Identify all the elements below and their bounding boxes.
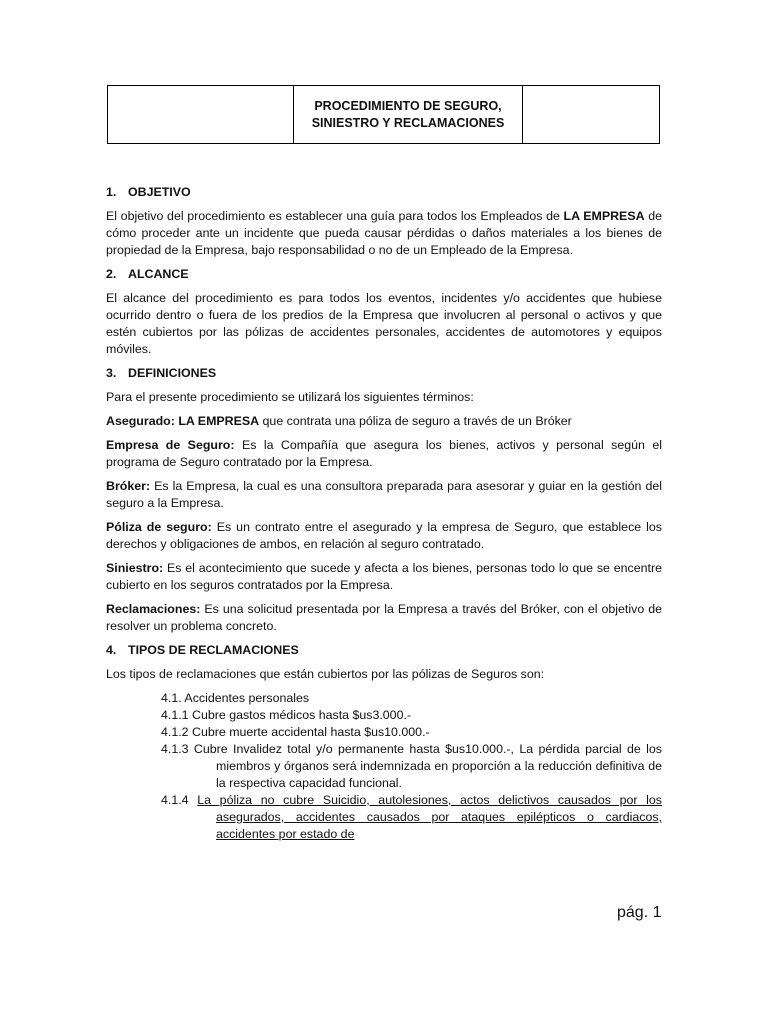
document-title-line-2: SINIESTRO Y RECLAMACIONES <box>311 115 505 130</box>
document-title <box>294 86 523 143</box>
subsection-accidentes-personales <box>161 690 662 843</box>
paragraph-tipos-intro: Los tipos de reclamaciones que están cubiertos por las pólizas de Seguros son: <box>106 667 545 681</box>
list-item: 4.1.2 Cubre muerte accidental hasta $us10.000.- <box>161 725 430 739</box>
section-heading-tipos: 4. TIPOS DE RECLAMACIONES <box>106 643 299 657</box>
definition-poliza-de-seguro: Póliza de seguro: Es un contrato entre el asegurado y la empresa de Seguro, que establece los derechos y obligaciones de ambos, en relación al seguro contratado. <box>106 520 662 551</box>
definition-asegurado: Asegurado: LA EMPRESA que contrata una póliza de seguro a través de un Bróker <box>106 414 572 428</box>
header-code-cell <box>523 86 659 143</box>
definition-siniestro: Siniestro: Es el acontecimiento que sucede y afecta a los bienes, personas todo lo que se encentre cubierto en los seguros contratados por la Empresa. <box>106 561 662 592</box>
page-number: pág. 1 <box>617 904 662 921</box>
list-item: 4.1.4 La póliza no cubre Suicidio, autolesiones, actos delictivos causados por los asegurados, accidentes causados por ataques epilépticos o cardiacos, accidentes por estado de <box>161 793 662 841</box>
subsection-heading: 4.1. Accidentes personales <box>161 691 310 705</box>
header-logo-cell <box>108 86 294 143</box>
paragraph-definiciones-intro: Para el presente procedimiento se utilizará los siguientes términos: <box>106 390 474 404</box>
document-title-line-1: PROCEDIMIENTO DE SEGURO, <box>314 98 502 113</box>
definition-broker: Bróker: Es la Empresa, la cual es una consultora preparada para asesorar y guiar en la gestión del seguro a la Empresa. <box>106 479 662 510</box>
definition-reclamaciones: Reclamaciones: Es una solicitud presentada por la Empresa a través del Bróker, con el objetivo de resolver un problema concreto. <box>106 602 662 633</box>
list-item: 4.1.1 Cubre gastos médicos hasta $us3.000.- <box>161 708 412 722</box>
header-table <box>107 85 660 144</box>
paragraph-alcance: El alcance del procedimiento es para todos los eventos, incidentes y/o accidentes que hubiese ocurrido dentro o fuera de los predios de la Empresa que involucren al personal o activos y que estén cubiertos por las pólizas de accidentes personales, accidentes de automotores y equipos móviles. <box>106 291 662 356</box>
list-item: 4.1.3 Cubre Invalidez total y/o permanente hasta $us10.000.-, La pérdida parcial de los miembros y órganos será indemnizada en proporción a la reducción definitiva de la respectiva capacidad funcional. <box>161 742 662 790</box>
document-body <box>106 184 662 843</box>
section-heading-alcance: 2. ALCANCE <box>106 267 189 281</box>
section-heading-definiciones: 3. DEFINICIONES <box>106 366 217 380</box>
paragraph-objetivo: El objetivo del procedimiento es establecer una guía para todos los Empleados de LA EMPRESA de cómo proceder ante un incidente que pueda causar pérdidas o daños materiales a los bienes de propiedad de la Empresa, bajo responsabilidad o no de un Empleado de la Empresa. <box>106 209 662 257</box>
definition-empresa-de-seguro: Empresa de Seguro: Es la Compañía que asegura los bienes, activos y personal según el programa de Seguro contratado por la Empresa. <box>106 438 662 469</box>
section-heading-objetivo: 1. OBJETIVO <box>106 185 191 199</box>
